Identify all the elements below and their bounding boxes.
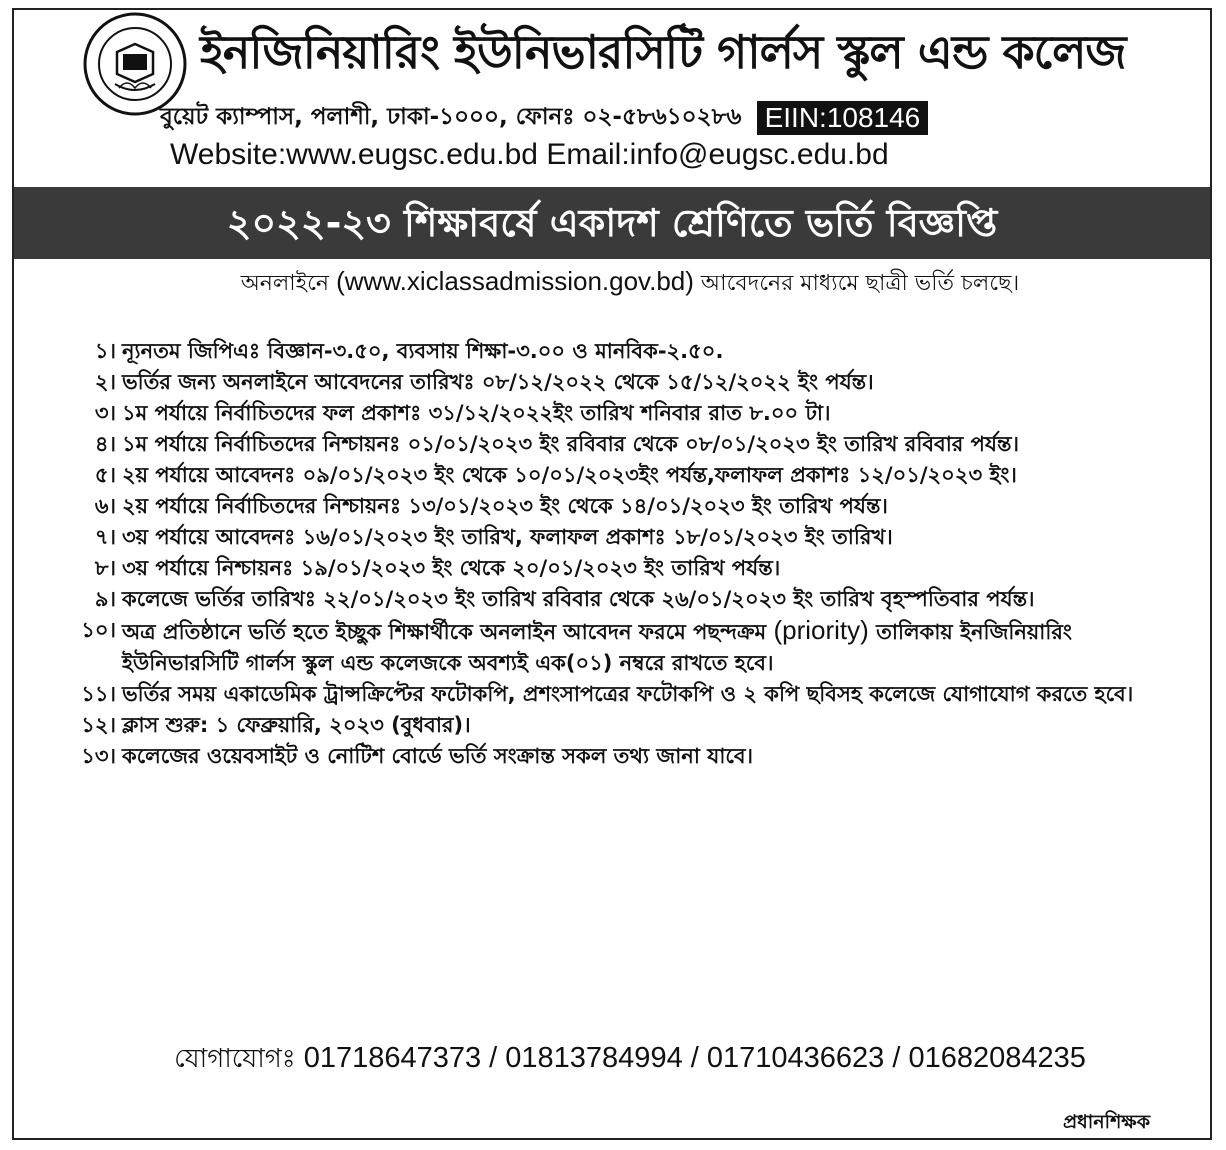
item-number: ১২। (81, 713, 116, 737)
item-text: ভর্তির সময় একাডেমিক ট্রান্সক্রিপ্টের ফটোকপি, প্রশংসাপত্রের ফটোকপি ও ২ কপি ছবিসহ কলেজে যোগাযোগ করতে হবে। (122, 682, 1134, 706)
address-row (160, 98, 1160, 138)
list-item (68, 553, 1188, 584)
list-item (68, 615, 1188, 679)
school-name: ইনজিনিয়ারিং ইউনিভারসিটি গার্লস স্কুল এন্ড কলেজ (200, 25, 1126, 79)
list-item (68, 710, 1188, 741)
list-item (68, 336, 1188, 367)
intro-paragraph (100, 264, 1160, 301)
contact-label: যোগাযোগঃ (174, 1044, 296, 1074)
item-number: ৮। (94, 556, 116, 580)
item-number: ১। (94, 339, 116, 363)
priority-term: (priority) (773, 615, 869, 645)
item-text (122, 615, 1188, 679)
item-text-part: অত্র প্রতিষ্ঠানে ভর্তি হতে ইচ্ছুক শিক্ষার্থীকে অনলাইন আবেদন ফরমে পছন্দক্রম (122, 620, 774, 644)
item-number: ৯। (94, 587, 116, 611)
notice-items-list (68, 336, 1188, 772)
list-item (68, 429, 1188, 460)
admission-url-link[interactable]: (www.xiclassadmission.gov.bd) (336, 266, 694, 296)
item-text: ২য় পর্যায়ে নির্বাচিতদের নিশ্চায়নঃ ১৩/০১/২০২৩ ইং থেকে ১৪/০১/২০২৩ ইং তারিখ পর্যন্ত। (122, 494, 888, 518)
website-email-line: Website:www.eugsc.edu.bd Email:info@eugsc.edu.bd (170, 138, 889, 171)
list-item (68, 584, 1188, 615)
school-address: বুয়েট ক্যাম্পাস, পলাশী, ঢাকা-১০০০, ফোনঃ ০২-৫৮৬১০২৮৬ (160, 104, 742, 130)
list-item (68, 460, 1188, 491)
item-number: ১০। (81, 618, 116, 642)
list-item (68, 398, 1188, 429)
intro-text-before: অনলাইনে (240, 271, 337, 296)
item-number: ৪। (94, 432, 116, 456)
item-text: ন্যূনতম জিপিএঃ বিজ্ঞান-৩.৫০, ব্যবসায় শিক্ষা-৩.০০ ও মানবিক-২.৫০. (122, 339, 724, 363)
item-text: ৩য় পর্যায়ে নিশ্চায়নঃ ১৯/০১/২০২৩ ইং থেকে ২০/০১/২০২৩ ইং তারিখ পর্যন্ত। (122, 556, 781, 580)
list-item (68, 367, 1188, 398)
contact-numbers: 01718647373 / 01813784994 / 01710436623 / 01682084235 (295, 1042, 1086, 1074)
list-item (68, 491, 1188, 522)
headmaster-signature: প্রধানশিক্ষক (1062, 1111, 1150, 1133)
item-number: ৭। (94, 525, 116, 549)
item-number: ৩। (94, 401, 116, 425)
item-number: ২। (94, 370, 116, 394)
item-text-part: তালিকায় ইনজিনিয়ারিং ইউনিভারসিটি গার্লস স্কুল এন্ড কলেজকে অবশ্যই এক(০১) নম্বরে রাখতে হবে। (122, 620, 1072, 675)
list-item (68, 679, 1188, 710)
item-number: ৬। (94, 494, 116, 518)
contact-phones (100, 1040, 1160, 1077)
item-number: ১৩। (81, 744, 116, 768)
item-text: ক্লাস শুরু: ১ ফেব্রুয়ারি, ২০২৩ (বুধবার)। (122, 713, 471, 737)
item-number: ১১। (81, 682, 116, 706)
item-text: ভর্তির জন্য অনলাইনে আবেদনের তারিখঃ ০৮/১২/২০২২ থেকে ১৫/১২/২০২২ ইং পর্যন্ত। (122, 370, 874, 394)
list-item (68, 522, 1188, 553)
item-text: ৩য় পর্যায়ে আবেদনঃ ১৬/০১/২০২৩ ইং তারিখ, ফলাফল প্রকাশঃ ১৮/০১/২০২৩ ইং তারিখ। (122, 525, 893, 549)
item-number: ৫। (94, 463, 116, 487)
item-text: ১ম পর্যায়ে নির্বাচিতদের ফল প্রকাশঃ ৩১/১২/২০২২ইং তারিখ শনিবার রাত ৮.০০ টা। (122, 401, 831, 425)
list-item (68, 741, 1188, 772)
item-text: ১ম পর্যায়ে নির্বাচিতদের নিশ্চায়নঃ ০১/০১/২০২৩ ইং রবিবার থেকে ০৮/০১/২০২৩ ইং তারিখ রবিবার পর্যন্ত। (122, 432, 1019, 456)
intro-text-after: আবেদনের মাধ্যমে ছাত্রী ভর্তি চলছে। (693, 271, 1020, 296)
item-text: কলেজে ভর্তির তারিখঃ ২২/০১/২০২৩ ইং তারিখ রবিবার থেকে ২৬/০১/২০২৩ ইং তারিখ বৃহস্পতিবার পর্যন্ত। (122, 587, 1035, 611)
notice-title: ২০২২-২৩ শিক্ষাবর্ষে একাদশ শ্রেণিতে ভর্তি বিজ্ঞপ্তি (14, 187, 1210, 259)
eiin-badge: EIIN:108146 (757, 101, 929, 135)
item-text: ২য় পর্যায়ে আবেদনঃ ০৯/০১/২০২৩ ইং থেকে ১০/০১/২০২৩ইং পর্যন্ত,ফলাফল প্রকাশঃ ১২/০১/২০২৩ ইং। (122, 463, 1017, 487)
item-text: কলেজের ওয়েবসাইট ও নোটিশ বোর্ডে ভর্তি সংক্রান্ত সকল তথ্য জানা যাবে। (122, 744, 754, 768)
